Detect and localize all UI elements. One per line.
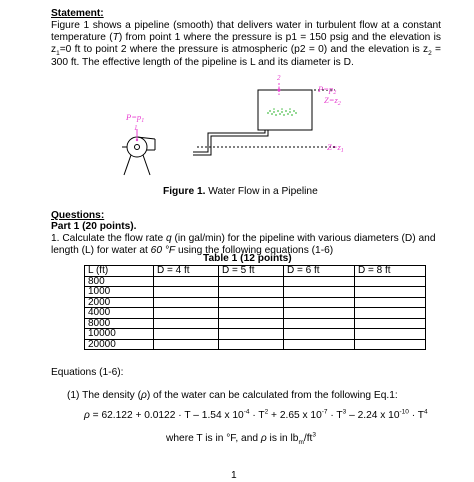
flow-rate-cell (284, 308, 355, 319)
header-cell-d5: D = 5 ft (219, 266, 284, 277)
table-row (85, 297, 426, 308)
label-point2: 2 (277, 74, 281, 82)
equation-1-description: (1) The density (ρ) of the water can be calculated from the following Eq.1: (67, 390, 398, 401)
equation-1-formula: ρ = 62.122 + 0.0122 · T – 1.54 x $10^{-4} \cdot T^2 + 2.65$ x $10^{-7} \cdot T^3 - 2.24$ x $10^{-10} \cdot T^4$ (84, 408, 428, 421)
flow-rate-cell (219, 308, 284, 319)
flow-rate-cell (154, 318, 219, 329)
flow-rate-cell (284, 297, 355, 308)
table-row (85, 308, 426, 319)
table-row (85, 329, 426, 340)
table-row (85, 287, 426, 298)
length-cell: 20000 (85, 339, 154, 350)
header-cell-d4: D = 4 ft (154, 266, 219, 277)
length-cell: 10000 (85, 329, 154, 340)
pipeline-figure (0, 0, 474, 200)
flow-rate-cell (355, 329, 426, 340)
flow-rate-cell (219, 318, 284, 329)
water-pattern (267, 108, 297, 116)
equations-label: Equations (1-6): (51, 367, 124, 378)
flow-rate-cell (219, 276, 284, 287)
table-title: Table 1 (12 points) (203, 253, 292, 264)
label-z2: $Z=z_2$ (324, 95, 341, 107)
length-cell: 800 (85, 276, 154, 287)
flow-rate-cell (154, 287, 219, 298)
pump-stand-left (124, 155, 131, 175)
statement-heading: Statement: (51, 8, 104, 19)
statement-body: Figure 1 shows a pipeline (smooth) that delivers water in turbulent flow at a constant temperature (T) from point 1 where the pressure is p1 = 150 psig and the elevation is $z_1=0$ ft to point 2 where the pressure is atmospheric (p2 = 0) and the elevation is $z_2 = 300$ ft. The effective length of the pipeline is L and its diameter is D. (51, 20, 441, 68)
flow-rate-cell (355, 276, 426, 287)
figure-caption: Figure 1. Water Flow in a Pipeline (163, 186, 318, 197)
header-cell-d8: D = 8 ft (355, 266, 426, 277)
flow-rate-cell (154, 308, 219, 319)
flow-rate-cell (284, 276, 355, 287)
flow-rate-cell (154, 329, 219, 340)
questions-heading: Questions: (51, 210, 105, 221)
pipe-top (193, 130, 265, 152)
flow-rate-cell (355, 318, 426, 329)
length-cell: 4000 (85, 308, 154, 319)
table-row (85, 318, 426, 329)
flow-rate-cell (355, 308, 426, 319)
results-table (84, 265, 426, 350)
page-number: 1 (231, 470, 237, 481)
flow-rate-cell (219, 329, 284, 340)
flow-rate-cell (355, 287, 426, 298)
flow-rate-cell (355, 339, 426, 350)
label-z1: $Z=z_1$ (327, 142, 344, 154)
flow-rate-cell (284, 339, 355, 350)
label-p1: $P=p_1$ (126, 112, 145, 124)
pump-stand-right (143, 155, 150, 175)
flow-rate-cell (284, 329, 355, 340)
header-cell-length: L (ft) (85, 266, 154, 277)
question-1-text: 1. Calculate the flow rate q (in gal/min) for the pipeline with various diameters (D) and length (L) for water at 60 °F using the following equations (1-6) (51, 233, 436, 257)
part1-heading: Part 1 (20 points). (51, 221, 137, 232)
tank-outline (258, 90, 312, 130)
equation-1-units: where T is in °F, and ρ is in $lb_m/ft^3$ (166, 431, 316, 447)
flow-rate-cell (284, 318, 355, 329)
flow-rate-cell (219, 339, 284, 350)
table-header-row (85, 266, 426, 277)
label-point1: 1 (134, 124, 138, 132)
flow-rate-cell (154, 276, 219, 287)
flow-rate-cell (219, 297, 284, 308)
flow-rate-cell (154, 339, 219, 350)
length-cell: 1000 (85, 287, 154, 298)
length-cell: 2000 (85, 297, 154, 308)
flow-rate-cell (219, 287, 284, 298)
flow-rate-cell (355, 297, 426, 308)
length-cell: 8000 (85, 318, 154, 329)
pipe-bottom (193, 130, 268, 155)
header-cell-d6: D = 6 ft (284, 266, 355, 277)
table-row (85, 276, 426, 287)
label-p2: $P=p_2$ (318, 84, 337, 96)
flow-rate-cell (154, 297, 219, 308)
flow-rate-cell (284, 287, 355, 298)
table-row (85, 339, 426, 350)
